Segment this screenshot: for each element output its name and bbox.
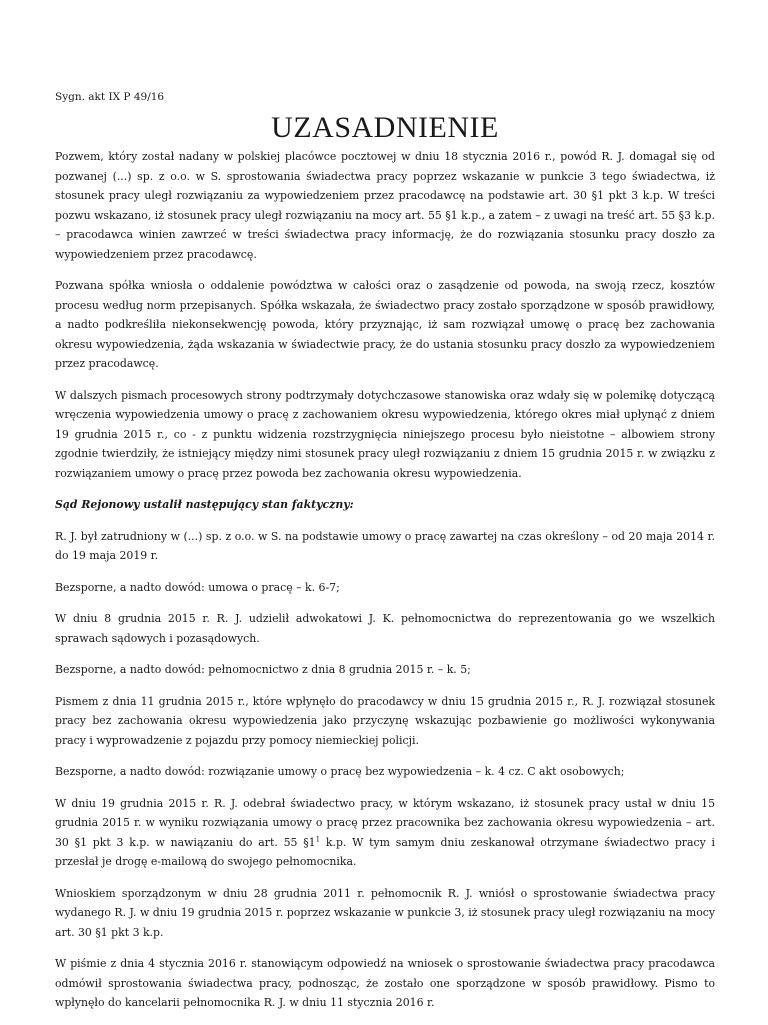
paragraph: R. J. był zatrudniony w (...) sp. z o.o. w S. na podstawie umowy o pracę zawartej na czas określony – od 20 maja 2014 r. do 19 maja 2019 r.: [55, 529, 715, 562]
case-reference: Sygn. akt IX P 49/16: [55, 91, 165, 103]
paragraph: W dalszych pismach procesowych strony podtrzymały dotychczasowe stanowiska oraz wdały się w polemikę dotyczącą wręczenia wypowiedzenia umowy o pracę z zachowaniem okresu wypowiedzenia, którego okres miał upłynąć z dniem 19 grudnia 2015 r., co - z punktu widzenia rozstrzygnięcia niniejszego procesu było nieistotne – albowiem strony zgodnie twierdziły, że istniejący między nimi stosunek pracy uległ rozwiązaniu z dniem 15 grudnia 2015 r. w związku z rozwiązaniem umowy o pracę przez powoda bez zachowania okresu wypowiedzenia.: [55, 388, 715, 480]
paragraph: Wnioskiem sporządzonym w dniu 28 grudnia 2011 r. pełnomocnik R. J. wniósł o sprostowanie świadectwa pracy wydanego R. J. w dniu 19 grudnia 2015 r. poprzez wskazanie w punkcie 3, iż stosunek pracy uległ rozwiązaniu na mocy art. 30 §1 pkt 3 k.p.: [55, 886, 715, 939]
paragraph-text: k.p. W tym samym dniu zeskanował otrzymane świadectwo pracy i przesłał je drogę e-mailową do swojego pełnomocnika.: [55, 835, 716, 868]
evidence-note: Bezsporne, a nadto dowód: pełnomocnictwo z dnia 8 grudnia 2015 r. – k. 5;: [55, 663, 471, 676]
paragraph: Pozwem, który został nadany w polskiej placówce pocztowej w dniu 18 stycznia 2016 r., powód R. J. domagał się od pozwanej (...) sp. z o.o. w S. sprostowania świadectwa pracy poprzez wskazanie w punkcie 3 tego świadectwa, iż stosunek pracy uległ rozwiązaniu za wypowiedzeniem przez pracodawcę na podstawie art. 30 §1 pkt 3 k.p. W treści pozwu wskazano, iż stosunek pracy uległ rozwiązaniu na mocy art. 55 §1 k.p., a zatem – z uwagi na treść art. 55 §3 k.p. – pracodawca winien zawrzeć w treści świadectwa pracy informację, że do rozwiązania stosunku pracy doszło za wypowiedzeniem przez pracodawcę.: [55, 150, 715, 261]
paragraph: Pozwana spółka wniosła o oddalenie powództwa w całości oraz o zasądzenie od powoda, na swoją rzecz, kosztów procesu według norm przepisanych. Spółka wskazała, że świadectwo pracy zostało sporządzone w sposób prawidłowy, a nadto podkreśliła niekonsekwencję powoda, który przyznając, iż sam rozwiązał umowę o pracę bez zachowania okresu wypowiedzenia, żąda wskazania w świadectwie pracy, że do ustania stosunku pracy doszło za wypowiedzeniem przez pracodawcę.: [55, 279, 715, 370]
paragraph: W piśmie z dnia 4 stycznia 2016 r. stanowiącym odpowiedź na wniosek o sprostowanie świadectwa pracy pracodawca odmówił sprostowania świadectwa pracy, podnosząc, że zostało one sporządzone w sposób prawidłowy. Pismo to wpłynęło do kancelarii pełnomocnika R. J. w dniu 11 stycznia 2016 r.: [55, 957, 715, 1009]
section-heading: Sąd Rejonowy ustalił następujący stan faktyczny:: [55, 498, 354, 511]
paragraph: [55, 794, 715, 872]
evidence-note: Bezsporne, a nadto dowód: rozwiązanie umowy o pracę bez wypowiedzenia – k. 4 cz. C akt osobowych;: [55, 765, 625, 778]
paragraph-text: W dniu 19 grudnia 2015 r. R. J. odebrał świadectwo pracy, w którym wskazano, iż stosunek pracy ustał w dniu 15 grudnia 2015 r. w wyniku rozwiązania umowy o pracę przez pracownika bez zachowania okresu wypowiedzenia – art. 30 §1 pkt 3 k.p. w nawiązaniu do art. 55 §1: [55, 796, 715, 849]
superscript: 1: [315, 834, 321, 843]
document-title: UZASADNIENIE: [271, 111, 499, 144]
document-body: [55, 147, 715, 1025]
paragraph: Pismem z dnia 11 grudnia 2015 r., które wpłynęło do pracodawcy w dniu 15 grudnia 2015 r., R. J. rozwiązał stosunek pracy bez zachowania okresu wypowiedzenia jako przyczynę wskazując pozbawienie go możliwości wykonywania pracy i wyprowadzenie z pojazdu przy pomocy niemieckiej policji.: [55, 694, 715, 747]
paragraph: W dniu 8 grudnia 2015 r. R. J. udzielił adwokatowi J. K. pełnomocnictwa do reprezentowania go we wszelkich sprawach sądowych i pozasądowych.: [55, 612, 715, 645]
evidence-note: Bezsporne, a nadto dowód: umowa o pracę – k. 6-7;: [55, 580, 340, 594]
